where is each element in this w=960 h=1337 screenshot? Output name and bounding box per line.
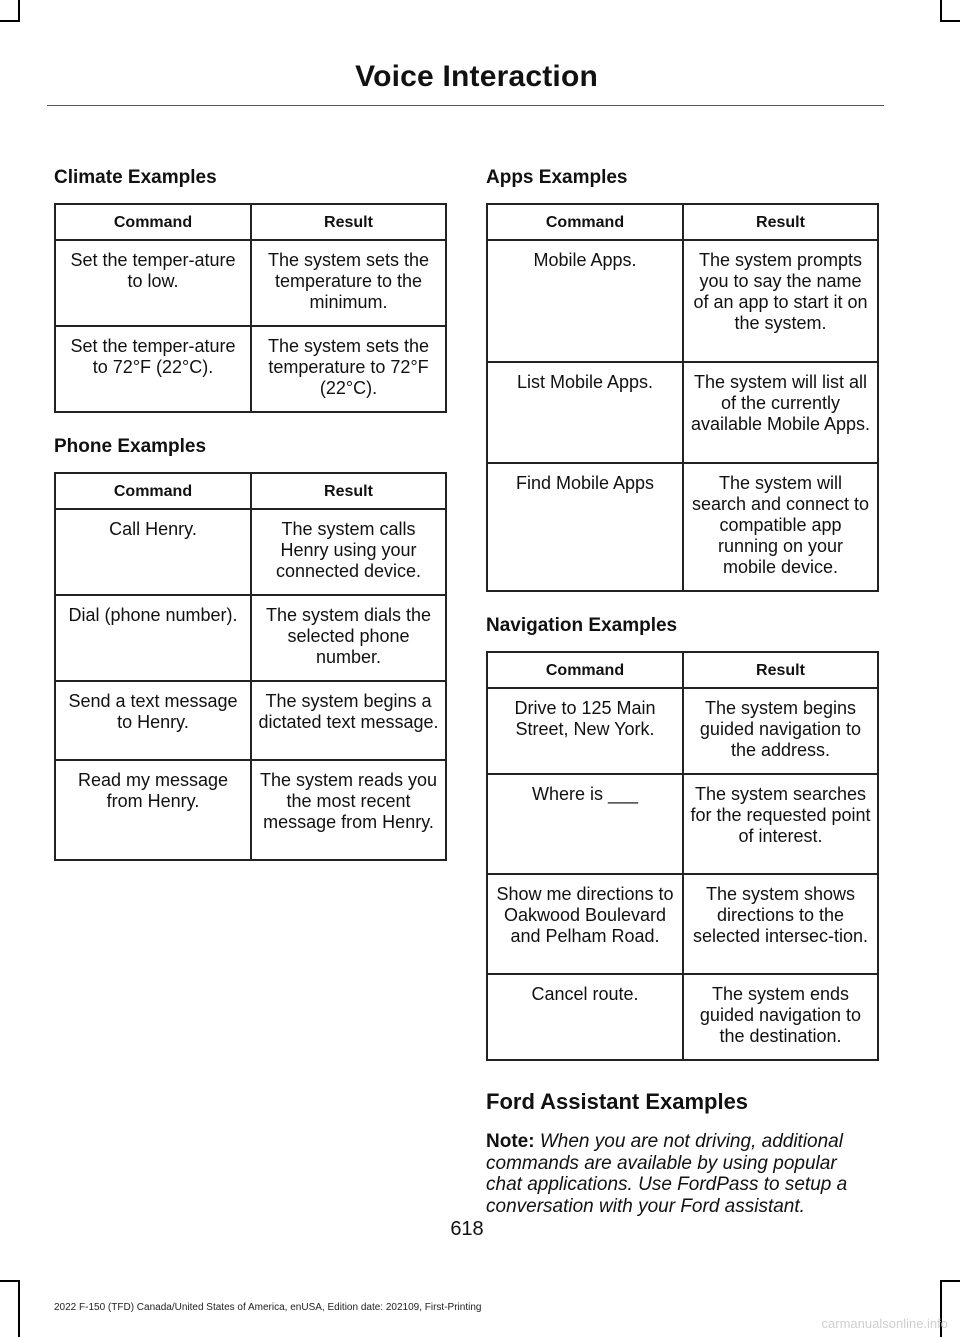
crop-mark bbox=[940, 20, 960, 22]
ford-assistant-title: Ford Assistant Examples bbox=[486, 1089, 749, 1114]
command-cell: Mobile Apps. bbox=[487, 240, 683, 362]
result-cell: The system sets the temperature to 72°F (22°C). bbox=[251, 326, 446, 412]
result-cell: The system begins a dictated text message. bbox=[251, 681, 446, 760]
right-column bbox=[486, 166, 877, 1217]
table-row bbox=[55, 326, 446, 412]
page-number: 618 bbox=[450, 1218, 484, 1240]
apps-table bbox=[486, 203, 879, 592]
table-header-row bbox=[487, 652, 878, 688]
table-row bbox=[487, 362, 878, 463]
column-header-command: Command bbox=[55, 204, 251, 240]
command-cell: Dial (phone number). bbox=[55, 595, 251, 681]
page-title: Voice Interaction bbox=[355, 60, 598, 93]
column-header-command: Command bbox=[55, 473, 251, 509]
column-header-result: Result bbox=[683, 204, 878, 240]
climate-table bbox=[54, 203, 447, 413]
watermark: carmanualsonline.info bbox=[821, 1316, 948, 1331]
navigation-title: Navigation Examples bbox=[486, 615, 678, 636]
result-cell: The system will search and connect to compatible app running on your mobile device. bbox=[683, 463, 878, 591]
column-header-result: Result bbox=[683, 652, 878, 688]
header-divider bbox=[47, 105, 884, 106]
command-cell: Where is ___ bbox=[487, 774, 683, 874]
result-cell: The system shows directions to the selected intersec-tion. bbox=[683, 874, 878, 974]
ford-assistant-note bbox=[486, 1131, 877, 1217]
phone-title: Phone Examples bbox=[54, 436, 207, 457]
result-cell: The system searches for the requested point of interest. bbox=[683, 774, 878, 874]
footer-edition: 2022 F-150 (TFD) Canada/United States of America, enUSA, Edition date: 202109, First-Printing bbox=[54, 1302, 482, 1313]
column-header-command: Command bbox=[487, 204, 683, 240]
command-cell: Call Henry. bbox=[55, 509, 251, 595]
command-cell: Cancel route. bbox=[487, 974, 683, 1060]
table-row bbox=[487, 463, 878, 591]
crop-mark bbox=[940, 0, 942, 22]
table-row bbox=[55, 760, 446, 860]
crop-mark bbox=[0, 1280, 20, 1282]
apps-title: Apps Examples bbox=[486, 167, 628, 188]
note-label: Note: bbox=[486, 1131, 535, 1152]
command-cell: List Mobile Apps. bbox=[487, 362, 683, 463]
table-header-row bbox=[487, 204, 878, 240]
climate-title: Climate Examples bbox=[54, 167, 217, 188]
table-header-row bbox=[55, 473, 446, 509]
result-cell: The system prompts you to say the name of an app to start it on the system. bbox=[683, 240, 878, 362]
left-column bbox=[54, 166, 445, 861]
command-cell: Find Mobile Apps bbox=[487, 463, 683, 591]
table-row bbox=[487, 240, 878, 362]
table-row bbox=[55, 681, 446, 760]
command-cell: Drive to 125 Main Street, New York. bbox=[487, 688, 683, 774]
table-row bbox=[487, 688, 878, 774]
crop-mark bbox=[0, 20, 20, 22]
result-cell: The system dials the selected phone number. bbox=[251, 595, 446, 681]
crop-mark bbox=[18, 0, 20, 22]
column-header-result: Result bbox=[251, 204, 446, 240]
table-header-row bbox=[55, 204, 446, 240]
phone-table bbox=[54, 472, 447, 861]
column-header-command: Command bbox=[487, 652, 683, 688]
command-cell: Read my message from Henry. bbox=[55, 760, 251, 860]
crop-mark bbox=[940, 1280, 960, 1282]
result-cell: The system sets the temperature to the minimum. bbox=[251, 240, 446, 326]
table-row bbox=[55, 240, 446, 326]
table-row bbox=[487, 874, 878, 974]
table-row bbox=[487, 974, 878, 1060]
note-text: When you are not driving, additional commands are available by using popular chat applications. Use FordPass to setup a conversation with your Ford assistant. bbox=[486, 1131, 848, 1217]
table-row bbox=[55, 595, 446, 681]
table-row bbox=[487, 774, 878, 874]
result-cell: The system reads you the most recent message from Henry. bbox=[251, 760, 446, 860]
command-cell: Set the temper-ature to 72°F (22°C). bbox=[55, 326, 251, 412]
result-cell: The system begins guided navigation to the address. bbox=[683, 688, 878, 774]
column-header-result: Result bbox=[251, 473, 446, 509]
navigation-table bbox=[486, 651, 879, 1061]
crop-mark bbox=[18, 1280, 20, 1337]
result-cell: The system calls Henry using your connected device. bbox=[251, 509, 446, 595]
result-cell: The system ends guided navigation to the destination. bbox=[683, 974, 878, 1060]
result-cell: The system will list all of the currently available Mobile Apps. bbox=[683, 362, 878, 463]
command-cell: Send a text message to Henry. bbox=[55, 681, 251, 760]
command-cell: Show me directions to Oakwood Boulevard and Pelham Road. bbox=[487, 874, 683, 974]
table-row bbox=[55, 509, 446, 595]
command-cell: Set the temper-ature to low. bbox=[55, 240, 251, 326]
